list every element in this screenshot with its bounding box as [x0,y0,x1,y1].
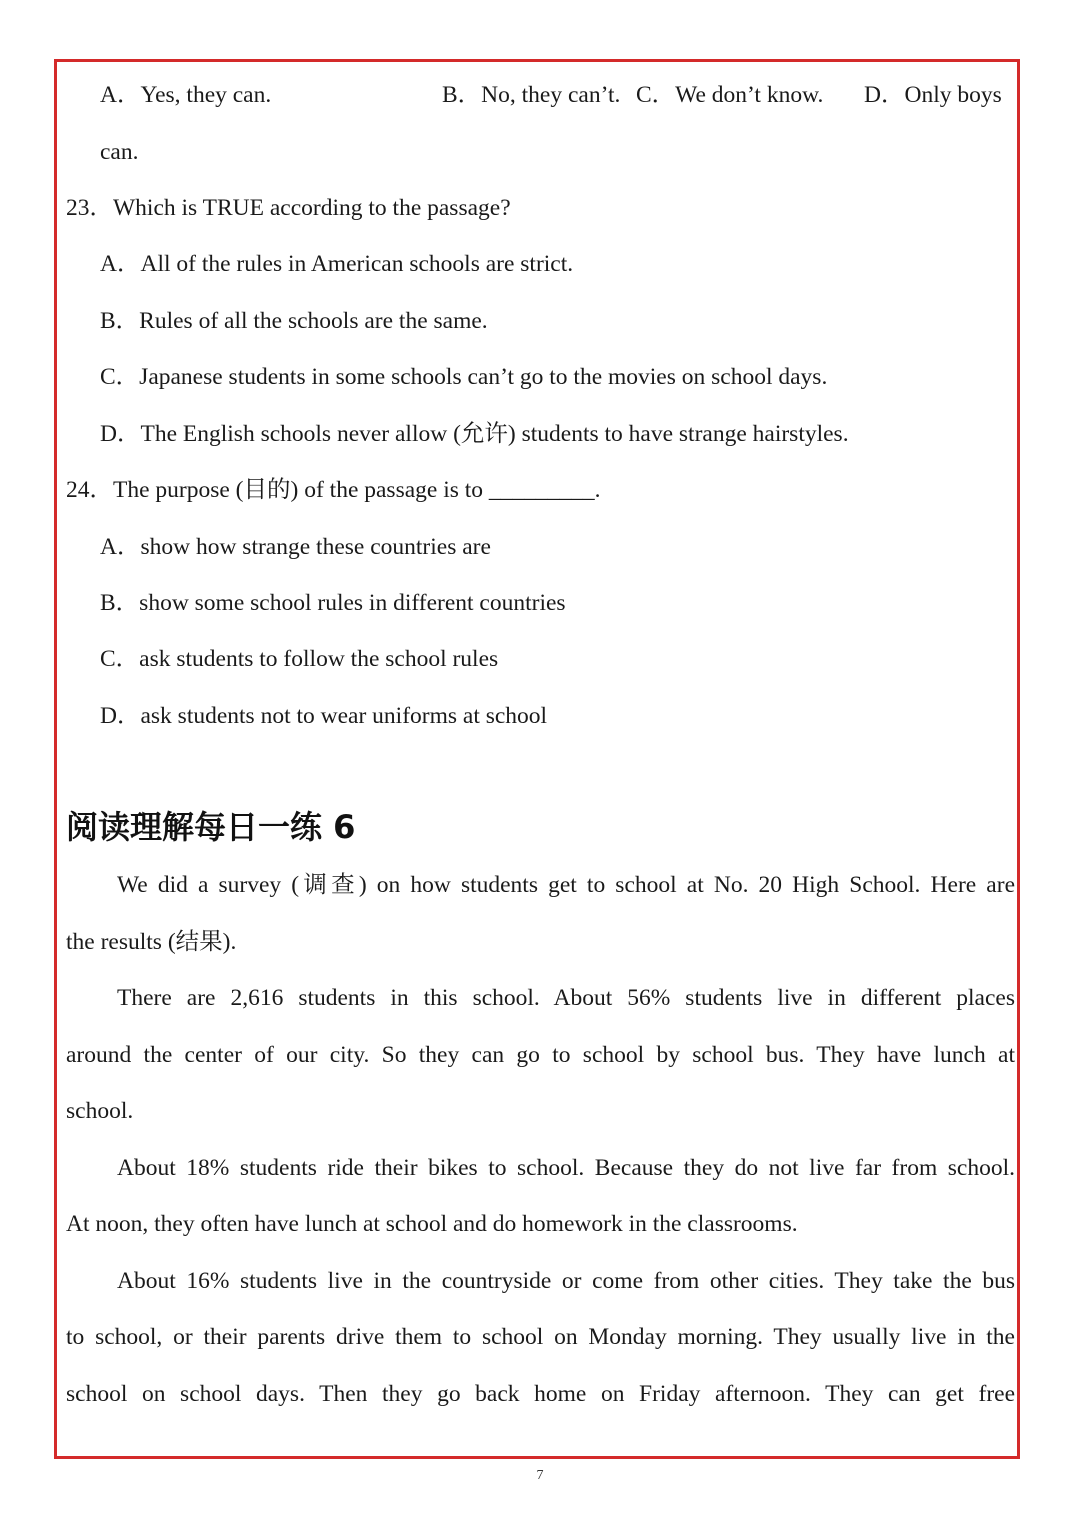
q23-option-d: D．The English schools never allow (允许) students to have strange hairstyles. [100,421,849,447]
q23-stem: 23．Which is TRUE according to the passage? [66,195,511,221]
q22-option-a: A．Yes, they can. [100,82,272,108]
q24-option-c: C．ask students to follow the school rules [100,646,499,672]
passage-p4-line1: About 16% students live in the countryside or come from other cities. They take the bus [117,1268,1015,1294]
q24-option-a: A．show how strange these countries are [100,534,491,560]
passage-p4-line3: school on school days. Then they go back home on Friday afternoon. They can get free [66,1381,1015,1407]
q22-option-b: B．No, they can’t. [442,82,621,108]
passage-p4-line2: to school, or their parents drive them to school on Monday morning. They usually live in the [66,1324,1015,1350]
q24-stem: 24．The purpose (目的) of the passage is to _________. [66,477,601,503]
passage-p2-line1: There are 2,616 students in this school. About 56% students live in different places [117,985,1015,1011]
passage-p1-line1: We did a survey (调查) on how students get to school at No. 20 High School. Here are [117,872,1015,898]
passage-p1-line2: the results (结果). [66,929,237,955]
q23-option-c: C．Japanese students in some schools can’t go to the movies on school days. [100,364,828,390]
q24-option-d: D．ask students not to wear uniforms at school [100,703,548,729]
page-number: 7 [536,1468,544,1483]
q22-option-c: C．We don’t know. [636,82,824,108]
q24-option-b: B．show some school rules in different countries [100,590,566,616]
passage-p2-line3: school. [66,1098,134,1124]
q22-option-d-continued: can. [100,139,139,165]
passage-p3-line1: About 18% students ride their bikes to school. Because they do not live far from school. [117,1155,1015,1181]
passage-p3-line2: At noon, they often have lunch at school and do homework in the classrooms. [66,1211,798,1237]
q23-option-a: A．All of the rules in American schools are strict. [100,251,574,277]
q22-option-d: D．Only boys [864,82,1002,108]
q23-option-b: B．Rules of all the schools are the same. [100,308,488,334]
passage-p2-line2: around the center of our city. So they can go to school by school bus. They have lunch at [66,1042,1015,1068]
section-heading: 阅读理解每日一练 6 [66,808,356,846]
